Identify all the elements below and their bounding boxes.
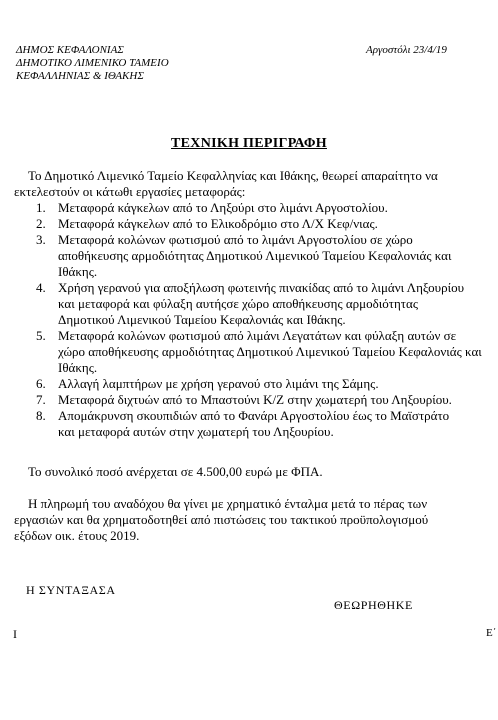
task-text: Χρήση γερανού για αποξήλωση φωτεινής πινακίδας από το λιμάνι Ληξουρίου — [58, 280, 465, 295]
intro-line-1: Το Δημοτικό Λιμενικό Ταμείο Κεφαλληνίας και Ιθάκης, θεωρεί απαραίτητο να — [28, 168, 438, 183]
intro-line-2: εκτελεστούν οι κάτωθι εργασίες μεταφοράς: — [14, 184, 246, 199]
intro-paragraph — [14, 168, 498, 200]
task-text: Μεταφορά κάγκελων από το Ελικοδρόμιο στο Λ/Χ Κεφ/νιας. — [58, 216, 378, 231]
task-text: Μεταφορά κάγκελων από το Ληξούρι στο λιμάνι Αργοστολίου. — [58, 200, 388, 215]
list-item — [14, 200, 498, 216]
task-text: και μεταφορά και φύλαξη αυτήςσε χώρο αποθήκευσης αρμοδιότητας — [58, 296, 418, 311]
document-title: ΤΕΧΝΙΚΗ ΠΕΡΙΓΡΑΦΗ — [171, 136, 327, 151]
task-number: 5. — [36, 328, 46, 343]
list-item — [14, 280, 498, 328]
total-amount-paragraph — [14, 464, 498, 480]
task-number: 4. — [36, 280, 46, 295]
task-number: 1. — [36, 200, 46, 215]
task-text: Ιθάκης. — [58, 264, 98, 279]
task-text: Μεταφορά διχτυών από το Μπαστούνι Κ/Ζ στην χωματερή του Ληξουρίου. — [58, 392, 452, 407]
task-text: Ιθάκης. — [58, 360, 98, 375]
task-number: 3. — [36, 232, 46, 247]
place-date: Αργοστόλι 23/4/19 — [366, 44, 447, 56]
payment-line-2: εργασιών και θα χρηματοδοτηθεί από πιστώσεις του τακτικού προϋπολογισμού — [14, 512, 429, 527]
approval-label: ΘΕΩΡΗΘΗΚΕ — [334, 598, 413, 612]
task-text: και μεταφορά αυτών στην χωματερή του Ληξουρίου. — [58, 424, 334, 439]
task-text: αποθήκευσης αρμοδιότητας Δημοτικού Λιμενικού Ταμείου Κεφαλονιάς και — [58, 248, 452, 263]
issuer-block — [16, 44, 169, 83]
task-list — [14, 200, 498, 440]
payment-line-3: εξόδων οικ. έτους 2019. — [14, 528, 140, 543]
task-text: Αλλαγή λαμπτήρων με χρήση γερανού στο λιμάνι της Σάμης. — [58, 376, 379, 391]
issuer-line-port-fund: ΔΗΜΟΤΙΚΟ ΛΙΜΕΝΙΚΟ ΤΑΜΕΙΟ — [16, 57, 169, 69]
left-margin-mark: Ι — [13, 627, 17, 641]
task-text: Μεταφορά κολώνων φωτισμού από λιμάνι Λεγατάτων και φύλαξη αυτών σε — [58, 328, 457, 343]
task-text: Δημοτικού Λιμενικού Ταμείου Κεφαλονιάς και Ιθάκης. — [58, 312, 346, 327]
author-label: Η ΣΥΝΤΑΞΑΣΑ — [26, 583, 116, 597]
list-item — [14, 216, 498, 232]
issuer-line-region: ΚΕΦΑΛΛΗΝΙΑΣ & ΙΘΑΚΗΣ — [16, 70, 144, 82]
task-text: χώρο αποθήκευσης αρμοδιότητας Δημοτικού Λιμενικού Ταμείου Κεφαλονιάς και — [58, 344, 482, 359]
task-number: 7. — [36, 392, 46, 407]
right-margin-mark: Ε΄ — [486, 627, 497, 639]
list-item — [14, 328, 498, 376]
issuer-line-municipality: ΔΗΜΟΣ ΚΕΦΑΛΟΝΙΑΣ — [16, 44, 124, 56]
task-number: 2. — [36, 216, 46, 231]
payment-paragraph — [14, 496, 498, 544]
list-item — [14, 408, 498, 440]
task-number: 8. — [36, 408, 46, 423]
list-item — [14, 376, 498, 392]
task-text: Μεταφορά κολώνων φωτισμού από το λιμάνι Αργοστολίου σε χώρο — [58, 232, 413, 247]
list-item — [14, 392, 498, 408]
payment-line-1: Η πληρωμή του αναδόχου θα γίνει με χρηματικό ένταλμα μετά το πέρας των — [28, 496, 428, 511]
task-number: 6. — [36, 376, 46, 391]
total-amount-text: Το συνολικό ποσό ανέρχεται σε 4.500,00 ευρώ με ΦΠΑ. — [28, 464, 323, 479]
list-item — [14, 232, 498, 280]
task-text: Απομάκρυνση σκουπιδιών από το Φανάρι Αργοστολίου έως το Μαϊστράτο — [58, 408, 450, 423]
